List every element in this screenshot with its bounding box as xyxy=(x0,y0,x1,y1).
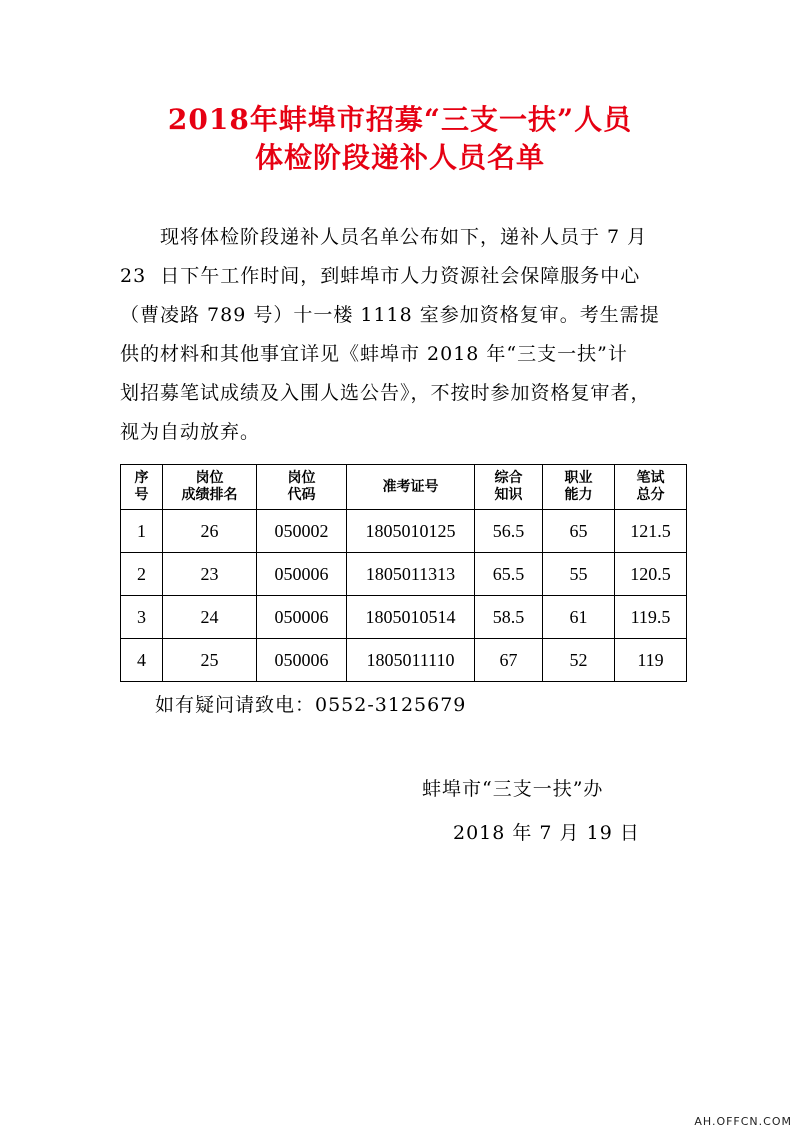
cell-position-code: 050002 xyxy=(257,510,347,553)
candidate-table xyxy=(120,464,687,682)
site-watermark: AH.OFFCN.COM xyxy=(694,1115,792,1128)
cell-total-score: 121.5 xyxy=(615,510,687,553)
cell-seq: 1 xyxy=(121,510,163,553)
header-exam-number: 准考证号 xyxy=(347,465,475,510)
issuing-office: 蚌埠市“三支一扶”办 xyxy=(422,778,604,800)
cell-position-code: 050006 xyxy=(257,596,347,639)
header-seq: 序 号 xyxy=(121,465,163,510)
issue-date: 2018 年 7 月 19 日 xyxy=(453,822,640,844)
document-title-line-2: 体检阶段递补人员名单 xyxy=(254,141,545,174)
cell-seq: 2 xyxy=(121,553,163,596)
cell-vocational-ability: 52 xyxy=(543,639,615,682)
cell-seq: 3 xyxy=(121,596,163,639)
body-line-1: 现将体检阶段递补人员名单公布如下，递补人员于 7 月 xyxy=(160,226,648,248)
cell-rank: 23 xyxy=(163,553,257,596)
table-header-row xyxy=(121,465,687,510)
cell-general-knowledge: 58.5 xyxy=(475,596,543,639)
cell-general-knowledge: 67 xyxy=(475,639,543,682)
body-line-5: 划招募笔试成绩及入围人选公告》，不按时参加资格复审者， xyxy=(120,382,651,404)
cell-exam-number: 1805010125 xyxy=(347,510,475,553)
table-row xyxy=(121,510,687,553)
header-rank: 岗位 成绩排名 xyxy=(163,465,257,510)
body-line-3: （曹凌路 789 号）十一楼 1118 室参加资格复审。考生需提 xyxy=(120,304,660,326)
table-row xyxy=(121,596,687,639)
cell-total-score: 119.5 xyxy=(615,596,687,639)
header-total-score: 笔试 总分 xyxy=(615,465,687,510)
table-row xyxy=(121,639,687,682)
cell-total-score: 120.5 xyxy=(615,553,687,596)
cell-rank: 26 xyxy=(163,510,257,553)
header-vocational-ability: 职业 能力 xyxy=(543,465,615,510)
table-row xyxy=(121,553,687,596)
cell-rank: 24 xyxy=(163,596,257,639)
cell-seq: 4 xyxy=(121,639,163,682)
cell-total-score: 119 xyxy=(615,639,687,682)
body-line-4: 供的材料和其他事宜详见《蚌埠市 2018 年“三支一扶”计 xyxy=(120,343,628,365)
cell-exam-number: 1805010514 xyxy=(347,596,475,639)
cell-vocational-ability: 55 xyxy=(543,553,615,596)
contact-phone: 如有疑问请致电：0552-3125679 xyxy=(155,694,467,716)
cell-general-knowledge: 65.5 xyxy=(475,553,543,596)
cell-vocational-ability: 65 xyxy=(543,510,615,553)
cell-exam-number: 1805011110 xyxy=(347,639,475,682)
header-general-knowledge: 综合 知识 xyxy=(475,465,543,510)
cell-rank: 25 xyxy=(163,639,257,682)
cell-vocational-ability: 61 xyxy=(543,596,615,639)
body-line-6: 视为自动放弃。 xyxy=(120,421,261,443)
cell-position-code: 050006 xyxy=(257,639,347,682)
body-line-2: 23 日下午工作时间，到蚌埠市人力资源社会保障服务中心 xyxy=(120,265,641,287)
cell-exam-number: 1805011313 xyxy=(347,553,475,596)
cell-general-knowledge: 56.5 xyxy=(475,510,543,553)
document-title-line-1: 2018年蚌埠市招募“三支一扶”人员 xyxy=(167,103,633,136)
header-position-code: 岗位 代码 xyxy=(257,465,347,510)
cell-position-code: 050006 xyxy=(257,553,347,596)
